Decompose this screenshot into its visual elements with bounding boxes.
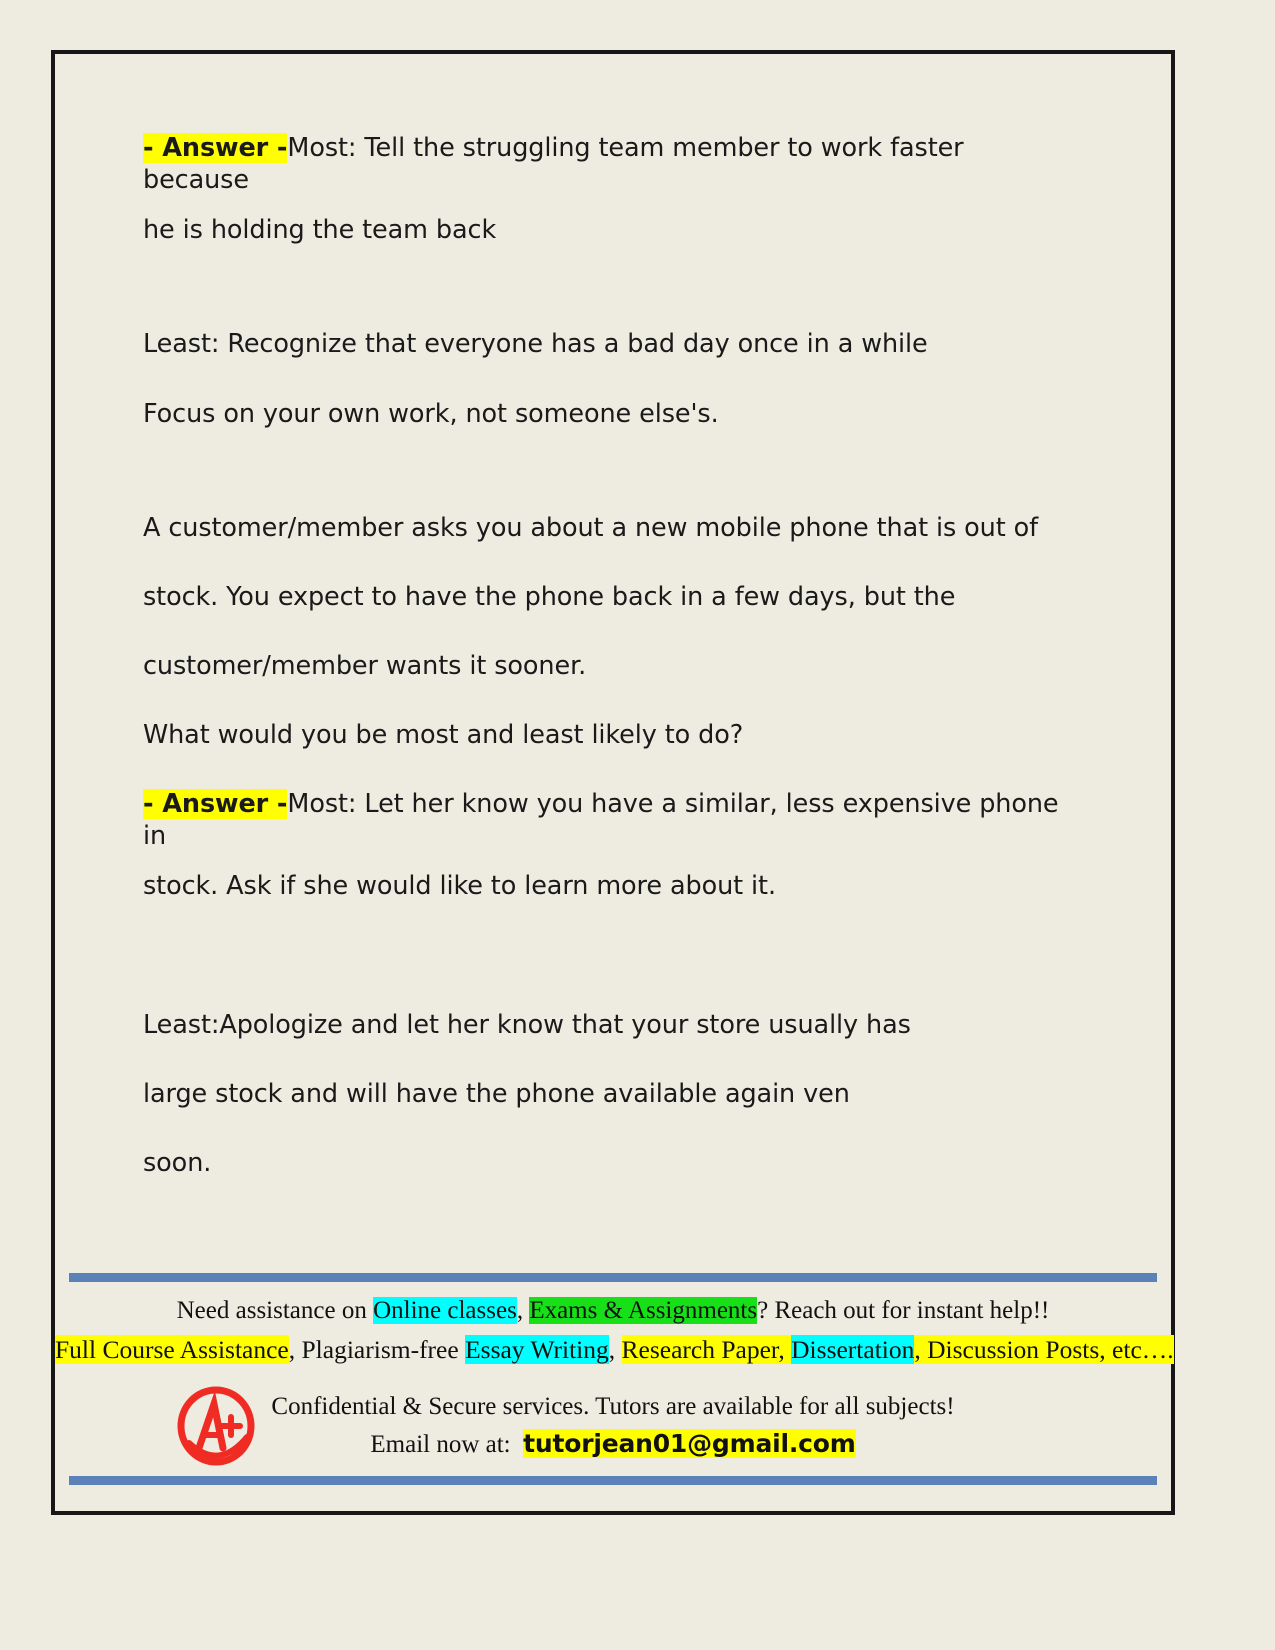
answer-label-1: - Answer - (143, 133, 288, 163)
least-line-2: Least:Apologize and let her know that your store usually has (143, 1009, 911, 1040)
answer-line-1 (143, 132, 1073, 164)
footer-divider-top (69, 1273, 1157, 1282)
advertisement-footer (55, 1273, 1174, 1511)
ad-confidential-note: Confidential & Secure services. Tutors are available for all subjects! (271, 1393, 955, 1420)
ad-full-course-assistance: Full Course Assistance (55, 1335, 289, 1364)
answer-text-2: Most: Let her know you have a similar, less expensive phone (287, 789, 1059, 820)
ad-email-line (55, 1429, 1171, 1459)
spacer (143, 852, 1073, 870)
scenario-line-3: customer/member wants it sooner. (143, 650, 587, 681)
ad-services (55, 1335, 1174, 1365)
ad-email-label: Email now at: (370, 1431, 511, 1458)
ad-essay-writing: Essay Writing (465, 1335, 609, 1364)
document-page (51, 50, 1175, 1515)
least-line-2-cont: large stock and will have the phone available again ven (143, 1078, 850, 1109)
answer-label-2: - Answer - (143, 789, 288, 820)
ad-dissertation: Dissertation (791, 1335, 915, 1364)
scenario-line-2: stock. You expect to have the phone back in a few days, but the (143, 581, 956, 612)
ad-headline-sep: , (516, 1297, 530, 1324)
least-line-1: Least: Recognize that everyone has a bad day once in a while (143, 329, 928, 360)
ad-email-address[interactable]: tutorjean01@gmail.com (523, 1429, 856, 1458)
answer-text-1: Most: Tell the struggling team member to work faster (287, 133, 964, 163)
least-line-2-end: soon. (143, 1147, 212, 1178)
answer-line-2 (143, 788, 1073, 820)
ad-services-sep: , (608, 1335, 622, 1364)
ad-headline (55, 1297, 1171, 1325)
spacer (143, 246, 1073, 310)
footer-divider-bottom (69, 1476, 1157, 1485)
document-body (143, 132, 1073, 1179)
answer-line-1-cont: because (143, 165, 249, 196)
spacer (143, 430, 1073, 494)
ad-research-paper: Research Paper, (621, 1335, 792, 1364)
ad-services-part1: , Plagiarism-free (288, 1335, 466, 1364)
focus-line: Focus on your own work, not someone else's. (143, 398, 719, 429)
spacer (143, 903, 1073, 967)
spacer (143, 494, 1073, 512)
spacer (143, 310, 1073, 328)
ad-exams-assignments: Exams & Assignments (529, 1297, 758, 1324)
stock-line: stock. Ask if she would like to learn more about it. (143, 871, 776, 902)
spacer (143, 967, 1073, 1009)
ad-discussion-posts: , Discussion Posts, etc…. (914, 1335, 1174, 1364)
scenario-line-1: A customer/member asks you about a new mobile phone that is out of (143, 512, 1039, 543)
answer-line-2-cont: in (143, 821, 167, 852)
body-line-2: he is holding the team back (143, 215, 497, 246)
spacer (143, 196, 1073, 214)
ad-online-classes: Online classes (373, 1297, 517, 1324)
question-line: What would you be most and least likely to do? (143, 720, 744, 750)
ad-headline-part3: ? Reach out for instant help!! (757, 1297, 1050, 1324)
ad-headline-part1: Need assistance on (176, 1297, 374, 1324)
